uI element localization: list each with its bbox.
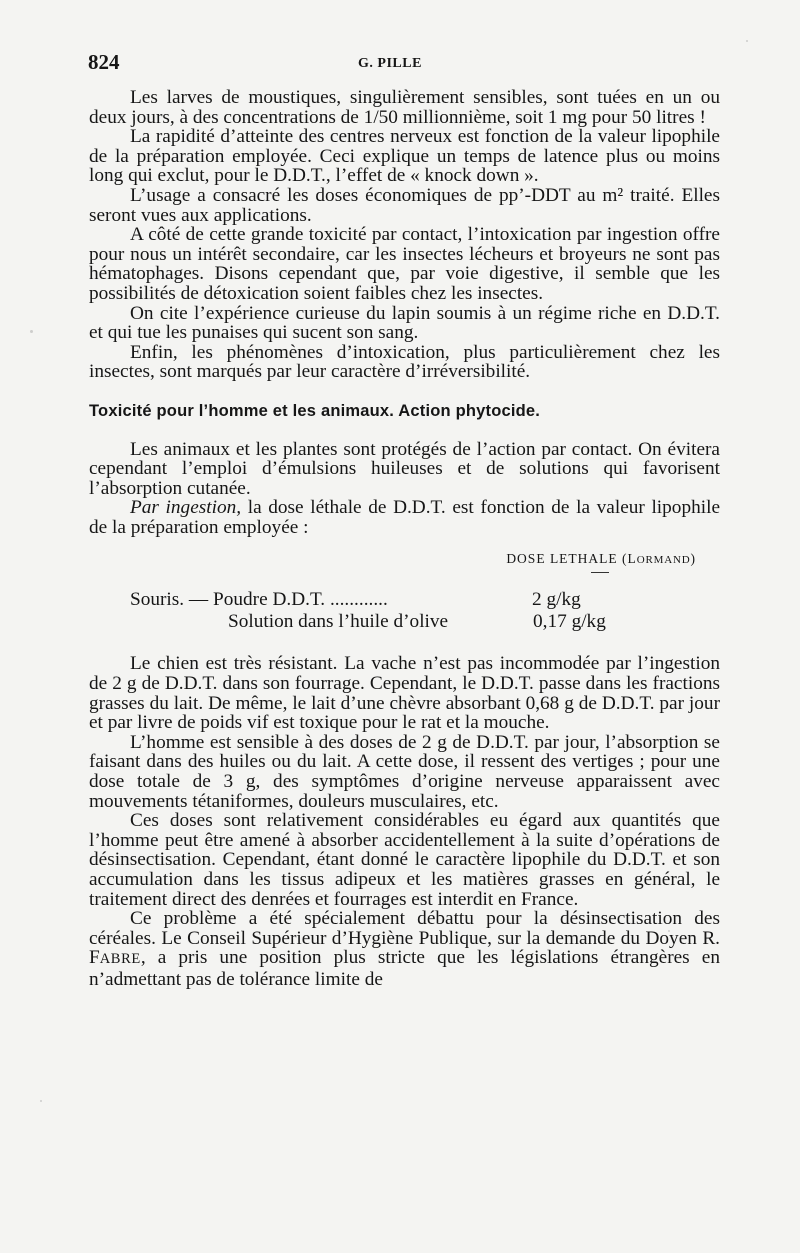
paragraph: Les larves de moustiques, singulièrement sensibles, sont tuées en un ou deux jours, à des concentrations de 1/50 millionnième, soit 1 mg pour 50 litres !: [89, 87, 720, 128]
paragraph: A côté de cette grande toxicité par contact, l’intoxication par ingestion offre pour nous un intérêt secondaire, car les insectes lécheurs et broyeurs ne sont pas hématophages. Disons cependant que, par voie digestive, il semble que les possibilités de détoxication soient faibles chez les insectes.: [89, 224, 720, 304]
dose-row-value: 0,17 g/kg: [533, 611, 606, 633]
dose-header-rule: [89, 572, 720, 573]
paragraph: On cite l’expérience curieuse du lapin soumis à un régime riche en D.D.T. et qui tue les punaises qui sucent son sang.: [89, 302, 720, 344]
paragraph: Les animaux et les plantes sont protégés de l’action par contact. On évitera cependant l’emploi d’émulsions huileuses et de solutions qui favorisent l’absorption cutanée.: [89, 438, 720, 499]
dose-row-label: Souris. — Poudre D.D.T. ............: [130, 589, 388, 611]
paragraph: Le chien est très résistant. La vache n’est pas incommodée par l’ingestion de 2 g de D.D.T. dans son fourrage. Cependant, le D.D.T. passe dans les fractions grasses du lait. De même, le lait d’une chèvre absorbant 0,68 g de D.D.T. par jour et par livre de poids vif est toxique pour le rat et la mouche.: [89, 653, 720, 734]
paragraph-ingestion-text: la dose léthale de D.D.T. est fonction de la valeur lipophile de la préparation employée :: [89, 497, 721, 538]
dose-row-value: 2 g/kg: [532, 589, 581, 611]
body-text: [89, 88, 720, 990]
paragraph: Enfin, les phénomènes d’intoxication, plus particulièrement chez les insectes, sont marqués par leur caractère d’irréversibilité.: [89, 341, 720, 383]
dose-table-header: DOSE LETHALE (LORMAND): [506, 551, 696, 567]
paragraph: La rapidité d’atteinte des centres nerveux est fonction de la valeur lipophile de la préparation employée. Ceci explique un temps de latence plus ou moins long qui exclut, pour le D.D.T., l’effet de « knock down ».: [89, 126, 720, 187]
scan-speck: [746, 40, 748, 42]
paragraph-last: Ce problème a été spécialement débattu pour la désinsectisation des céréales. Le Conseil Supérieur d’Hygiène Publique, sur la demande du Doyen R. FABRE, a pris une position plus stricte que les législations étrangères en n’admettant pas de tolérance limite de: [89, 908, 720, 990]
scan-speck: [30, 330, 33, 333]
italic-lead: Par ingestion,: [130, 497, 242, 519]
page-number: 824: [88, 50, 120, 74]
paragraph: L’usage a consacré les doses économiques de pp’-DDT au m² traité. Elles seront vues aux applications.: [89, 184, 720, 226]
dose-row-label: Solution dans l’huile d’olive: [228, 611, 449, 633]
paragraph: Ces doses sont relativement considérables eu égard aux quantités que l’homme peut être amené à absorber accidentellement à la suite d’opérations de désinsectisation. Cependant, étant donné le caractère lipophile du D.D.T. et son accumulation dans les tissus adipeux et les matières grasses en général, le traitement direct des denrées et fourrages est interdit en France.: [89, 810, 720, 910]
paragraph: L’homme est sensible à des doses de 2 g de D.D.T. par jour, l’absorption se faisant dans des huiles ou du lait. A cette dose, il ressent des vertiges ; pour une dose totale de 3 g, des symptômes d’origine nerveuse apparaissent avec mouvements tétaniformes, douleurs musculaires, etc.: [89, 731, 720, 812]
scan-speck: [668, 930, 670, 932]
dose-row: [89, 589, 720, 611]
running-head: G. PILLE: [358, 56, 422, 71]
scan-speck: [40, 1100, 42, 1102]
paragraph-ingestion: [89, 498, 720, 537]
dose-row: [89, 611, 720, 633]
section-heading: Toxicité pour l’homme et les animaux. Action phytocide.: [89, 401, 541, 420]
page-header: [88, 50, 720, 80]
dose-table: [89, 589, 720, 633]
